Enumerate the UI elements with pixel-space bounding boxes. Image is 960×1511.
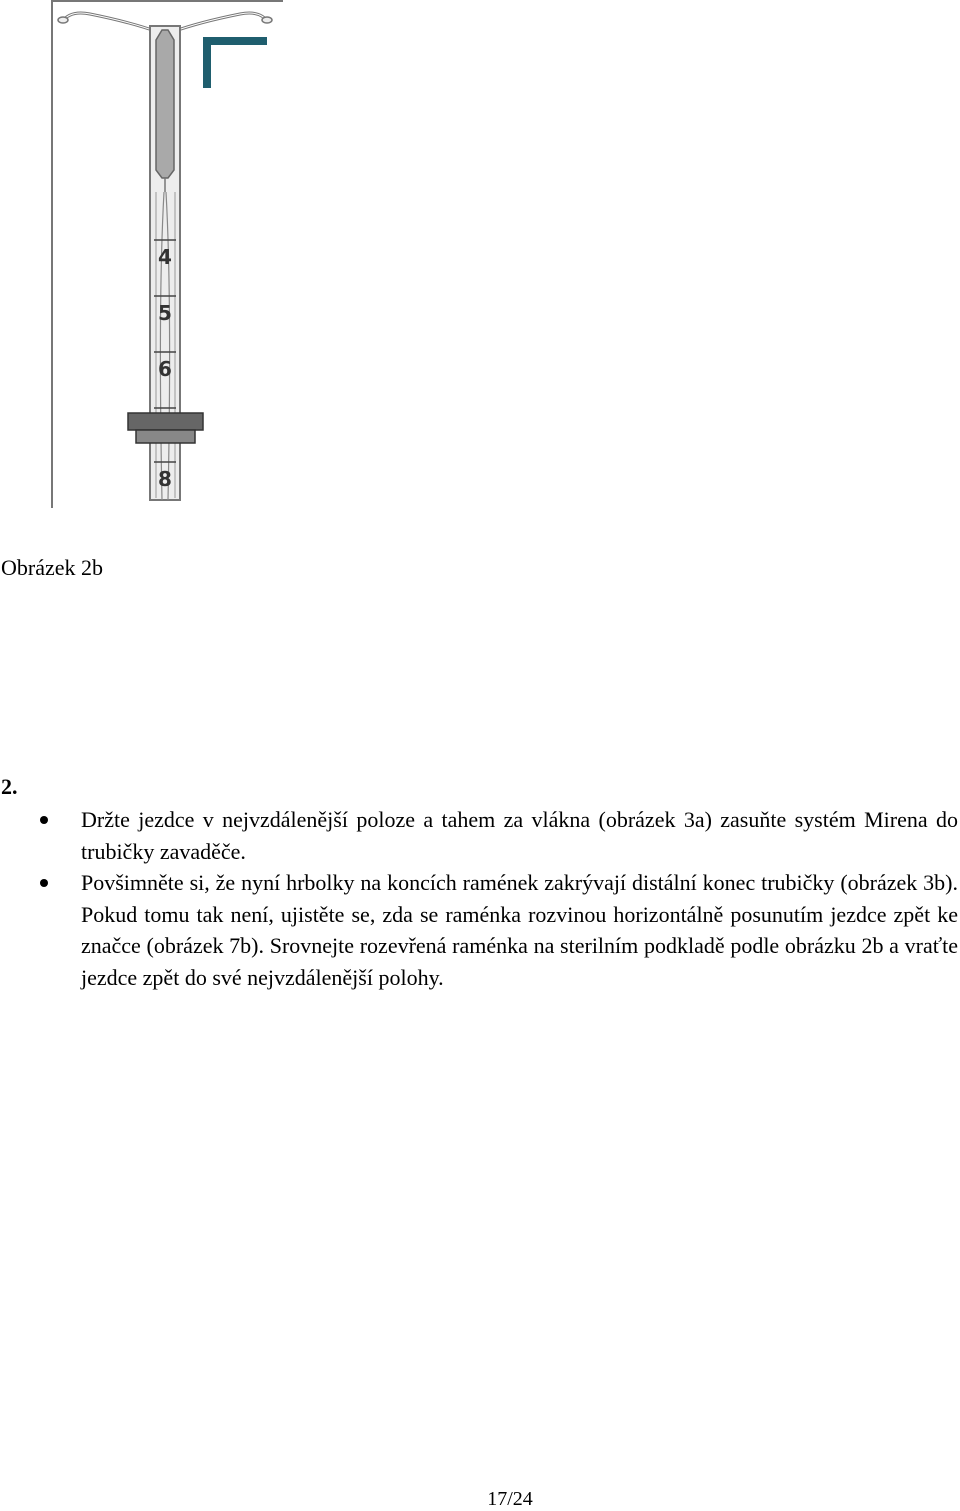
ruler-number: 6	[158, 357, 172, 381]
ruler-number: 4	[158, 245, 172, 269]
left-arm	[62, 13, 158, 32]
hormone-cylinder	[156, 30, 174, 178]
page-number: 17/24	[487, 1488, 533, 1510]
list-item-text: Držte jezdce v nejvzdálenější poloze a tahem za vlákna (obrázek 3a) zasuňte systém Mirena do trubičky zavaděče.	[81, 807, 958, 864]
figure-iud-inserter	[50, 0, 285, 510]
instruction-list	[0, 804, 960, 993]
step-number: 2.	[1, 774, 18, 799]
list-item	[0, 867, 960, 993]
bullet-icon	[40, 879, 48, 887]
corner-mark-icon	[203, 37, 267, 88]
list-item-text: Povšimněte si, že nyní hrbolky na koncích ramének zakrývají distální konec trubičky (obrázek 3b). Pokud tomu tak není, ujistěte se, zda se raménka rozvinou horizontálně posunutím jezdce zpět ke značce (obrázek 7b). Srovnejte rozevřená raménka na sterilním podkladě podle obrázku 2b a vraťte jezdce zpět do své nejvzdálenější polohy.	[81, 870, 958, 990]
bullet-icon	[40, 816, 48, 824]
iud-inserter-illustration	[50, 0, 285, 510]
ruler-number: 5	[158, 301, 172, 325]
flange	[128, 413, 203, 430]
right-arm	[172, 13, 268, 32]
ruler-number: 8	[158, 467, 172, 491]
list-item	[0, 804, 960, 867]
figure-caption: Obrázek 2b	[1, 555, 104, 580]
